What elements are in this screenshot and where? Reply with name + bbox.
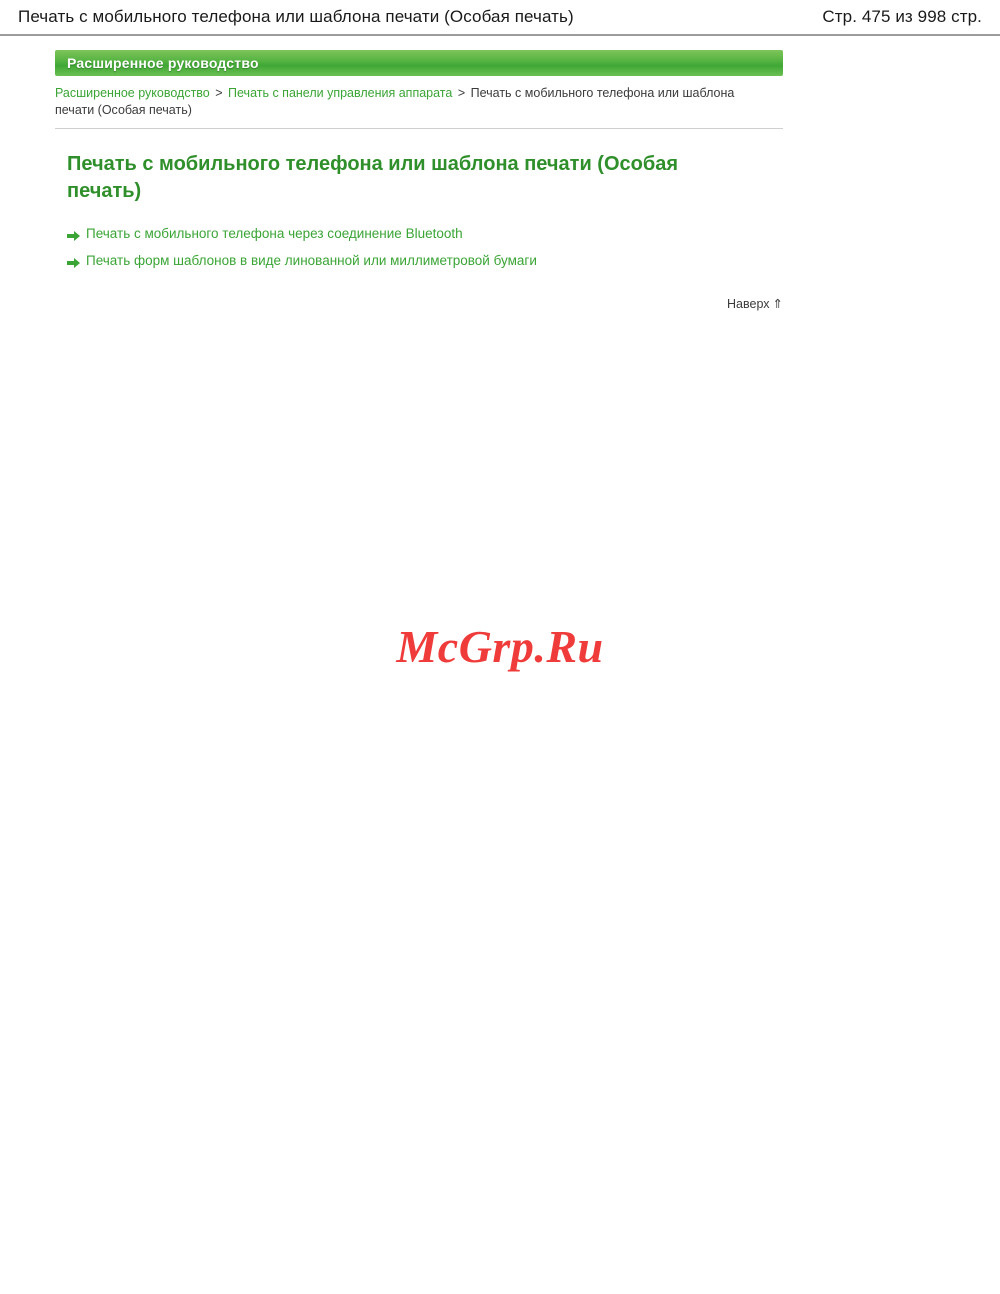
content-area: [55, 129, 783, 311]
page-header: [0, 0, 1000, 34]
page-number-label: Стр. 475 из 998 стр.: [822, 7, 982, 26]
page-header-title: Печать с мобильного телефона или шаблона печати (Особая печать): [18, 7, 574, 26]
guide-banner: [55, 50, 783, 76]
arrow-right-icon: [67, 229, 81, 241]
back-to-top-link[interactable]: [67, 296, 783, 311]
arrow-right-icon: [67, 256, 81, 268]
topic-link-0[interactable]: Печать с мобильного телефона через соединение Bluetooth: [86, 226, 463, 241]
list-item[interactable]: [67, 252, 783, 270]
arrow-up-icon: ⇑: [772, 297, 783, 311]
topic-link-list: [67, 225, 783, 270]
list-item[interactable]: [67, 225, 783, 243]
document-body: [55, 50, 783, 311]
breadcrumb-item-0[interactable]: Расширенное руководство: [55, 86, 210, 100]
breadcrumb-item-2: Печать с мобильного телефона или шаблона печати (Особая печать): [55, 86, 735, 117]
watermark: McGrp.Ru: [396, 621, 604, 672]
breadcrumb-separator-0: >: [215, 86, 223, 100]
header-divider: [0, 34, 1000, 36]
breadcrumb-item-1[interactable]: Печать с панели управления аппарата: [228, 86, 453, 100]
page-title: Печать с мобильного телефона или шаблона печати (Особая печать): [67, 153, 678, 202]
back-to-top-label: Наверх: [727, 297, 770, 311]
topic-link-1[interactable]: Печать форм шаблонов в виде линованной или миллиметровой бумаги: [86, 253, 537, 268]
guide-banner-label: Расширенное руководство: [67, 55, 259, 71]
breadcrumb-separator-1: >: [457, 86, 466, 100]
breadcrumb: [55, 85, 735, 119]
